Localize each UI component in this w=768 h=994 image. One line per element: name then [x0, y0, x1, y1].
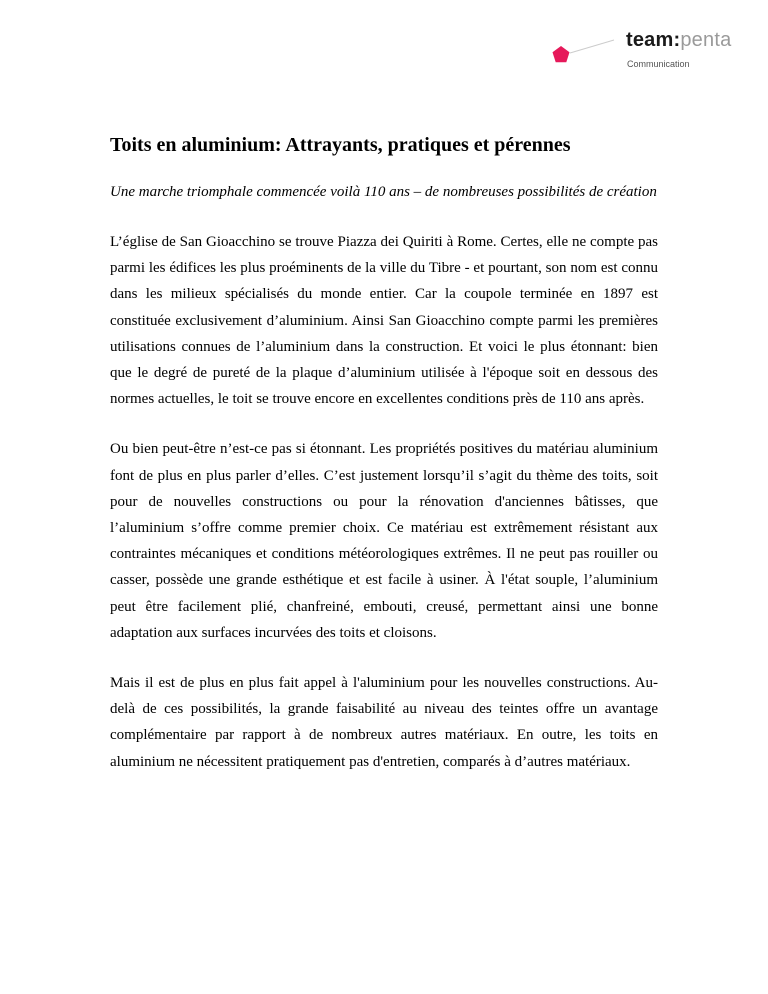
- pentagon-logo-icon: [548, 28, 628, 68]
- article-paragraph-3: Mais il est de plus en plus fait appel à l'aluminium pour les nouvelles constructions. Au-delà de ces possibilités, la grande faisabilité au niveau des teintes offre un avantage complémentaire par rapport à de nombreux autres matériaux. En outre, les toits en aluminium ne nécessitent pratiquement pas d'entretien, comparés à d’autres matériaux.: [110, 675, 658, 770]
- article-paragraph-2: Ou bien peut-être n’est-ce pas si étonnant. Les propriétés positives du matériau aluminium font de plus en plus parler d’elles. C’est justement lorsqu’il s’agit du thème des toits, soit pour de nouvelles constructions ou pour la rénovation d'anciennes bâtisses, que l’aluminium s’offre comme premier choix. Ce matériau est extrêmement résistant aux contraintes mécaniques et conditions météorologiques extrêmes. Il ne peut pas rouiller ou casser, possède une grande esthétique et est facile à usiner. À l'état souple, l’aluminium peut être facilement plié, chanfreiné, embouti, creusé, permettant ainsi une bonne adaptation aux surfaces incurvées des toits et cloisons.: [110, 441, 658, 641]
- logo-penta-text: penta: [680, 29, 732, 51]
- logo-team-text: team:: [626, 29, 681, 51]
- article-body: [110, 131, 658, 775]
- logo-tagline: Communication: [627, 59, 690, 69]
- logo-wordmark: [626, 28, 731, 52]
- article-subtitle: Une marche triomphale commencée voilà 110 ans – de nombreuses possibilités de création: [110, 184, 657, 200]
- article-title: Toits en aluminium: Attrayants, pratiques et pérennes: [110, 134, 571, 156]
- article-paragraph-1: L’église de San Gioacchino se trouve Piazza dei Quiriti à Rome. Certes, elle ne compte pas parmi les édifices les plus proéminents de la ville du Tibre - et pourtant, son nom est connu dans les milieux spécialisés du monde entier. Car la coupole terminée en 1897 est constituée exclusivement d’aluminium. Ainsi San Gioacchino compte parmi les premières utilisations connues de l’aluminium dans la construction. Et voici le plus étonnant: bien que le degré de pureté de la plaque d’aluminium utilisée à l'époque soit en dessous des normes actuelles, le toit se trouve encore en excellentes conditions près de 110 ans après.: [110, 234, 658, 408]
- team-penta-logo: [548, 28, 748, 78]
